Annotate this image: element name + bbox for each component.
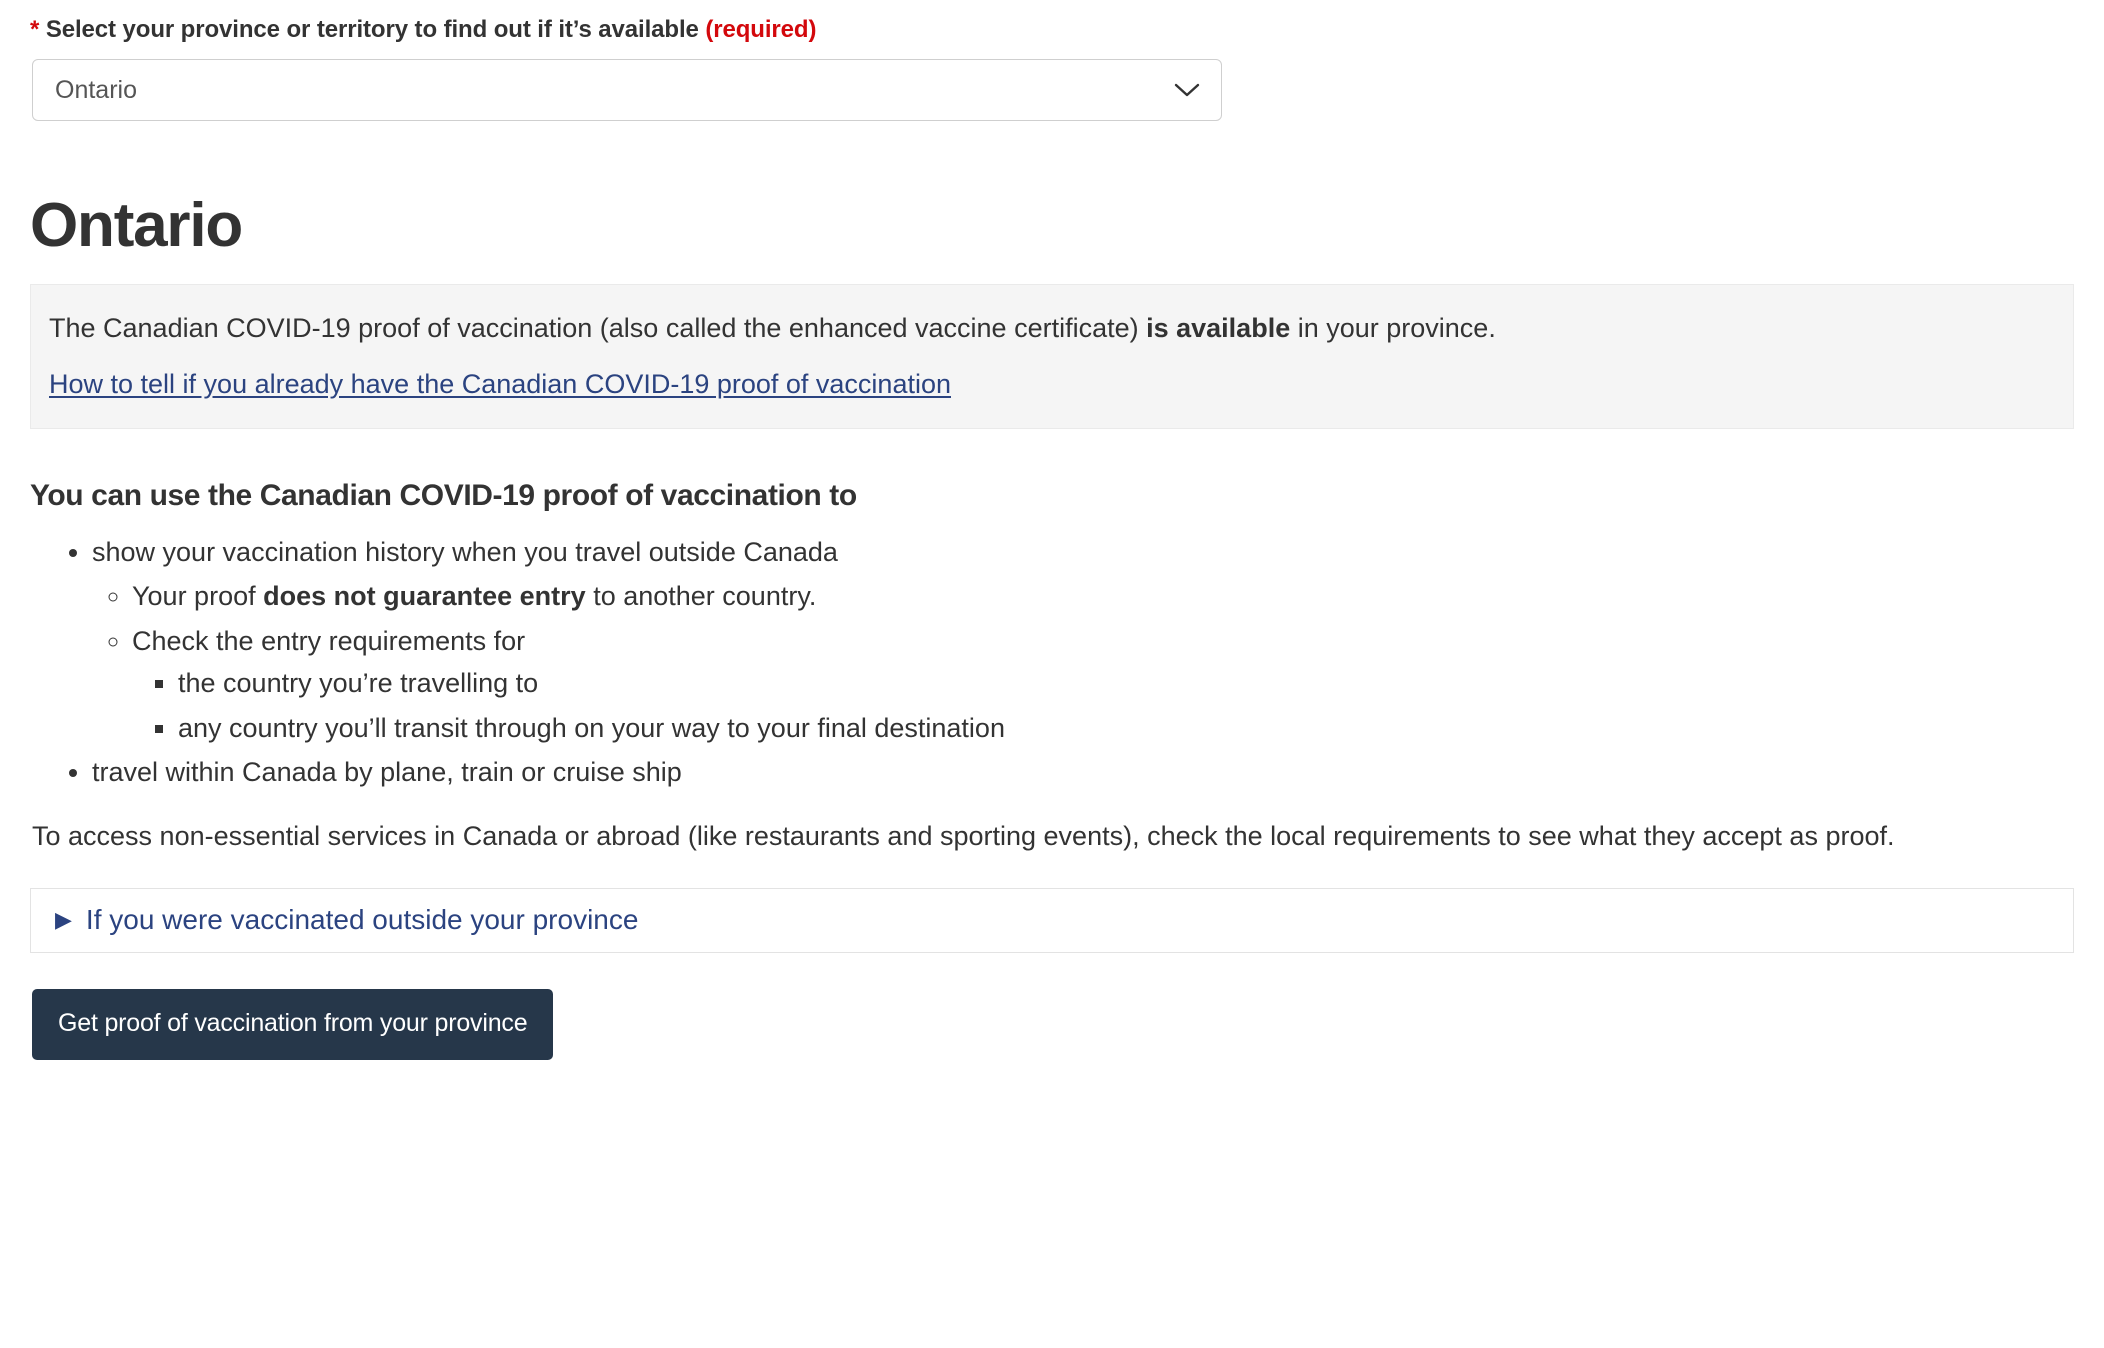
non-essential-services-note: To access non-essential services in Canada or abroad (like restaurants and sporting events), check the local requirements to see what they accept as proof. — [32, 821, 1895, 851]
how-to-tell-link[interactable]: How to tell if you already have the Canadian COVID-19 proof of vaccination — [49, 368, 951, 399]
uses-heading: You can use the Canadian COVID-19 proof of vaccination to — [30, 478, 857, 512]
uses-subsublist — [132, 666, 2074, 745]
list-item — [92, 535, 2074, 746]
availability-text — [49, 310, 2055, 346]
triangle-right-icon: ▶ — [55, 906, 72, 932]
list-item — [132, 579, 2074, 614]
uses-list — [30, 535, 2074, 790]
uses-sub-1-before: Your proof — [132, 581, 264, 612]
uses-sub-1-after: to another country. — [585, 581, 817, 612]
province-select-label — [30, 14, 2074, 45]
availability-text-after: in your province. — [1290, 313, 1496, 344]
uses-sublist — [92, 579, 2074, 745]
list-item: • travel within Canada by plane, train or cruise ship — [92, 755, 2074, 790]
required-asterisk: * — [30, 16, 40, 43]
list-item: ▪ any country you’ll transit through on your way to your final destination — [178, 711, 2074, 746]
province-select[interactable] — [32, 59, 1222, 121]
province-select-wrapper[interactable] — [32, 59, 1222, 121]
required-indicator: (required) — [705, 16, 817, 43]
list-item: ▪ the country you’re travelling to — [178, 666, 2074, 701]
availability-text-before: The Canadian COVID-19 proof of vaccination (also called the enhanced vaccine certificate) — [49, 313, 1147, 344]
uses-sub-2-text: Check the entry requirements for — [132, 625, 526, 656]
accordion-vaccinated-outside-province[interactable] — [30, 888, 2074, 954]
get-proof-button[interactable]: Get proof of vaccination from your province — [32, 989, 553, 1060]
list-item — [132, 624, 2074, 746]
uses-sub-1-emphasis: does not guarantee entry — [263, 581, 586, 612]
province-select-label-text: Select your province or territory to find out if it’s available — [45, 16, 699, 43]
page-title: Ontario — [30, 191, 243, 261]
availability-panel — [30, 284, 2074, 428]
availability-text-emphasis: is available — [1146, 313, 1291, 344]
accordion-label: If you were vaccinated outside your province — [85, 903, 639, 935]
uses-item-1-text: show your vaccination history when you travel outside Canada — [92, 536, 838, 567]
